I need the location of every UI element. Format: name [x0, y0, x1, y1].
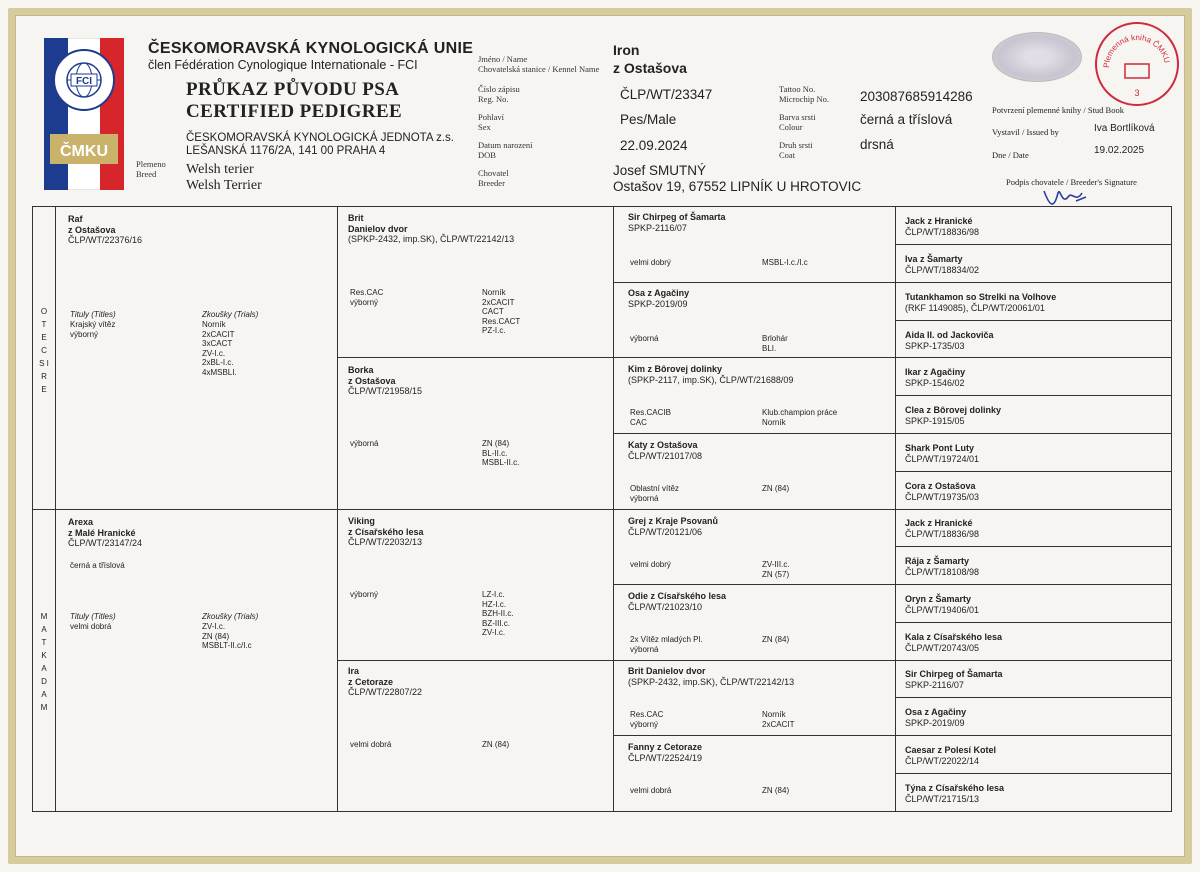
gen2-split-2 — [337, 660, 613, 661]
doc-title-cz: PRŮKAZ PŮVODU PSA — [186, 79, 400, 100]
gen2-kennel: z Ostašova — [348, 375, 396, 386]
gen4-name: Kala z Císařského lesa — [905, 632, 1003, 642]
gen2-trials: ZN (84) BL-II.c. MSBL-II.c. — [482, 439, 520, 467]
gen3-titles: velmi dobrá — [630, 786, 672, 795]
gen4-entry — [905, 292, 1056, 313]
gen4-entry — [905, 216, 979, 237]
club-address: LEŠANSKÁ 1176/2A, 141 00 PRAHA 4 — [186, 145, 386, 157]
gen4-entry — [905, 481, 979, 502]
g4-line — [895, 660, 1172, 661]
colour-label-en: Colour — [779, 122, 803, 132]
gen2-entry — [348, 213, 514, 245]
gen2-name: Borka — [348, 365, 374, 375]
gen3-entry — [628, 742, 702, 763]
gen4-reg: ČLP/WT/18108/98 — [905, 566, 980, 577]
dam-side-label: M A T K A D A M — [40, 612, 54, 712]
g4-line — [895, 735, 1172, 736]
dam-trials-label: Zkoušky (Trials) — [202, 612, 259, 621]
gen4-entry — [905, 669, 1003, 690]
dam-kennel: z Malé Hranické — [68, 527, 136, 538]
gen4-reg: SPKP-1915/05 — [905, 415, 965, 426]
breeder-address: Ostašov 19, 67552 LIPNÍK U HROTOVIC — [613, 179, 862, 194]
org-name: ČESKOMORAVSKÁ KYNOLOGICKÁ UNIE — [148, 40, 474, 57]
gen2-reg: ČLP/WT/21958/15 — [348, 386, 423, 396]
dam-reg: ČLP/WT/23147/24 — [68, 538, 143, 548]
gen4-name: Týna z Císařského lesa — [905, 783, 1005, 793]
gen3-titles: výborná — [630, 334, 659, 343]
coat-label-en: Coat — [779, 150, 796, 160]
name-label: Jméno / Name — [478, 54, 528, 64]
dam-titles-label: Tituly (Titles) — [70, 612, 116, 621]
dog-kennel: z Ostašova — [613, 60, 687, 76]
gen3-trials: Norník 2xCACIT — [762, 710, 795, 729]
breed-en: Welsh Terrier — [186, 178, 262, 193]
gen3-titles: Res.CAC výborný — [630, 710, 664, 729]
sire-reg: ČLP/WT/22376/16 — [68, 235, 143, 245]
gen3-mid — [613, 509, 895, 510]
gen4-name: Oryn z Šamarty — [905, 594, 972, 604]
club-name: ČESKOMORAVSKÁ KYNOLOGICKÁ JEDNOTA z.s. — [186, 132, 454, 144]
gen2-entry — [348, 516, 424, 548]
g4-line — [895, 509, 1172, 510]
gen3-reg: ČLP/WT/21023/10 — [628, 601, 703, 612]
gen3-entry — [628, 288, 689, 309]
gen3-trials: ZN (84) — [762, 635, 790, 644]
gen3-name: Osa z Agačiny — [628, 288, 690, 298]
gen4-name: Osa z Agačiny — [905, 707, 967, 717]
gen4-name: Iva z Šamarty — [905, 254, 963, 264]
gen4-reg: ČLP/WT/19406/01 — [905, 604, 980, 615]
gen2-titles: velmi dobrá — [350, 740, 392, 749]
gen4-name: Sir Chirpeg of Šamarta — [905, 669, 1003, 679]
hologram-seal — [992, 32, 1082, 82]
gen4-reg: ČLP/WT/18834/02 — [905, 264, 980, 275]
gen3-titles: 2x Vítěz mladých Pl. výborná — [630, 635, 703, 654]
gen3-split-6 — [613, 660, 895, 661]
org-fci-member: člen Fédération Cynologique Internationale - FCI — [148, 58, 418, 72]
gen2-kennel: z Cetoraze — [348, 676, 394, 687]
gen3-name: Fanny z Cetoraze — [628, 742, 703, 752]
colour-label-cz: Barva srsti — [779, 112, 816, 122]
gen3-trials: ZN (84) — [762, 484, 790, 493]
gen4-entry — [905, 518, 979, 539]
breed-cz: Welsh terier — [186, 162, 254, 177]
gen3-entry — [628, 591, 726, 612]
gen3-name: Kim z Bôrovej dolinky — [628, 364, 723, 374]
breed-label-cz: Plemeno — [136, 159, 166, 169]
g4-line — [895, 546, 1172, 547]
tattoo-label: Tattoo No. — [779, 84, 816, 94]
gen4-name: Tutankhamon so Strelki na Volhove — [905, 292, 1057, 302]
gen4-entry — [905, 405, 1001, 426]
gen2-reg: (SPKP-2432, imp.SK), ČLP/WT/22142/13 — [348, 234, 515, 244]
issue-date-value: 19.02.2025 — [1094, 145, 1145, 156]
cmku-logo-text: ČMKU — [60, 143, 108, 160]
gen3-reg: SPKP-2116/07 — [628, 222, 687, 233]
gen2-entry — [348, 666, 422, 698]
stud-book-confirmation: Potvrzení plemenné knihy / Stud Book — [992, 105, 1124, 115]
gen4-entry — [905, 594, 979, 615]
issued-by-value: Iva Bortlíková — [1094, 123, 1155, 134]
colour-value: černá a tříslová — [860, 112, 953, 127]
gen4-name: Caesar z Polesí Kotel — [905, 745, 997, 755]
dob-label-en: DOB — [478, 150, 496, 160]
issued-by-label: Vystavil / Issued by — [992, 127, 1059, 137]
gen4-name: Jack z Hranické — [905, 216, 973, 226]
gen2-titles: výborný — [350, 590, 379, 599]
gen2-name: Brit — [348, 213, 364, 223]
gen3-trials: Klub.champion práce Norník — [762, 408, 838, 427]
gen4-entry — [905, 556, 979, 577]
gen3-name: Grej z Kraje Psovanů — [628, 516, 719, 526]
sire-trials: Norník 2xCACIT 3xCACT ZV-I.c. 2xBL-I.c. 4xMSBLI. — [202, 320, 237, 377]
g4-line — [895, 697, 1172, 698]
dog-name: Iron — [613, 42, 640, 58]
gen2-name: Ira — [348, 666, 360, 676]
coat-value: drsná — [860, 137, 894, 152]
gen3-split-5 — [613, 584, 895, 585]
g4-line — [895, 320, 1172, 321]
gen3-entry — [628, 364, 793, 385]
gen4-reg: SPKP-1546/02 — [905, 377, 965, 388]
breeder-label-en: Breeder — [478, 178, 505, 188]
gen4-reg: SPKP-2019/09 — [905, 717, 965, 728]
sire-name: Raf — [68, 214, 83, 224]
gen4-reg: ČLP/WT/18836/98 — [905, 528, 980, 539]
gen3-entry — [628, 212, 726, 233]
gen3-name: Sir Chirpeg of Šamarta — [628, 212, 726, 222]
gen4-reg: ČLP/WT/18836/98 — [905, 226, 980, 237]
gen4-entry — [905, 330, 994, 351]
g4-line — [895, 471, 1172, 472]
gen3-titles: Oblastní vítěz výborná — [630, 484, 679, 503]
gen3-reg: ČLP/WT/22524/19 — [628, 752, 703, 763]
dam-colour: černá a tříslová — [70, 561, 125, 570]
gen4-name: Clea z Bôrovej dolinky — [905, 405, 1002, 415]
gen3-reg: ČLP/WT/20121/06 — [628, 526, 703, 537]
sire-side-label: O T E C S I R E — [39, 307, 54, 394]
reg-label-cz: Číslo zápisu — [478, 84, 520, 94]
g4-line — [895, 773, 1172, 774]
gen3-name: Katy z Ostašova — [628, 440, 698, 450]
g4-line — [895, 357, 1172, 358]
gen3-trials: ZN (84) — [762, 786, 790, 795]
gen4-name: Ikar z Agačiny — [905, 367, 966, 377]
issue-date-label: Dne / Date — [992, 150, 1029, 160]
sire-titles: Krajský vítěz výborný — [70, 320, 116, 339]
sex-label-en: Sex — [478, 122, 491, 132]
stud-book-stamp — [1095, 22, 1179, 106]
dam-name: Arexa — [68, 517, 94, 527]
gen4-reg: ČLP/WT/22022/14 — [905, 755, 980, 766]
g4-line — [895, 584, 1172, 585]
gen2-kennel: z Císařského lesa — [348, 526, 424, 537]
gen4-name: Shark Pont Luty — [905, 443, 975, 453]
sex-label-cz: Pohlaví — [478, 112, 504, 122]
sire-dam-split — [32, 509, 613, 510]
sire-kennel: z Ostašova — [68, 224, 116, 235]
gen2-trials: LZ-I.c. HZ-I.c. BZH-II.c. BZ-III.c. ZV-I.c. — [482, 590, 514, 637]
gen4-reg: ČLP/WT/21715/13 — [905, 793, 980, 804]
gen3-trials: Brlohár BLI. — [762, 334, 788, 353]
microchip-number: 203087685914286 — [860, 89, 973, 104]
gen2-trials: Norník 2xCACIT CACT Res.CACT PZ-I.c. — [482, 288, 521, 335]
gen2-reg: ČLP/WT/22032/13 — [348, 537, 423, 547]
gen3-entry — [628, 516, 718, 537]
gen3-reg: (SPKP-2432, imp.SK), ČLP/WT/22142/13 — [628, 676, 795, 687]
gen3-split-7 — [613, 735, 895, 736]
dam-trials: ZV-I.c. ZN (84) MSBLT-II.c/I.c — [202, 622, 252, 650]
gen2-titles: výborná — [350, 439, 379, 448]
gen4-reg: ČLP/WT/20743/05 — [905, 642, 980, 653]
gen4-entry — [905, 254, 979, 275]
svg-text:Plemenná kniha ČMKU — [1102, 33, 1172, 68]
sire-titles-label: Tituly (Titles) — [70, 310, 116, 319]
gen3-split-2 — [613, 357, 895, 358]
gen4-reg: SPKP-2116/07 — [905, 679, 964, 690]
gen3-titles: velmi dobrý — [630, 560, 671, 569]
gen3-split-3 — [613, 433, 895, 434]
gen2-trials: ZN (84) — [482, 740, 510, 749]
breed-label-en: Breed — [136, 169, 157, 179]
gen4-name: Jack z Hranické — [905, 518, 973, 528]
gen3-reg: (SPKP-2117, imp.SK), ČLP/WT/21688/09 — [628, 374, 794, 385]
gen4-name: Aida II. od Jackoviča — [905, 330, 994, 340]
gen4-entry — [905, 632, 1002, 653]
g4-line — [895, 622, 1172, 623]
gen4-reg: (RKF 1149085), ČLP/WT/20061/01 — [905, 302, 1045, 313]
reg-label-en: Reg. No. — [478, 94, 509, 104]
gen4-entry — [905, 367, 965, 388]
doc-title-en: CERTIFIED PEDIGREE — [186, 101, 403, 122]
stamp-text: Plemenná kniha ČMKU — [1101, 32, 1172, 69]
g4-line — [895, 244, 1172, 245]
fci-cmku-logo — [44, 38, 124, 190]
gen4-name: Rája z Šamarty — [905, 556, 970, 566]
gen4-reg: ČLP/WT/19724/01 — [905, 453, 980, 464]
breeder-signature-label: Podpis chovatele / Breeder's Signature — [1006, 177, 1137, 187]
dob-label-cz: Datum narození — [478, 140, 533, 150]
dob-value: 22.09.2024 — [620, 138, 688, 153]
gen3-trials: MSBL-I.c./I.c — [762, 258, 808, 267]
reg-number: ČLP/WT/23347 — [620, 87, 713, 102]
g4-line — [895, 433, 1172, 434]
gen4-name: Cora z Ostašova — [905, 481, 976, 491]
kennel-label: Chovatelská stanice / Kennel Name — [478, 64, 600, 74]
gen3-reg: ČLP/WT/21017/08 — [628, 450, 703, 461]
g4-line — [895, 282, 1172, 283]
fci-logo-text: FCI — [75, 76, 93, 87]
gen4-entry — [905, 443, 979, 464]
breeder-label-cz: Chovatel — [478, 168, 509, 178]
gen4-reg: ČLP/WT/19735/03 — [905, 491, 980, 502]
dam-entry — [68, 517, 142, 549]
gen3-entry — [628, 440, 702, 461]
gen2-entry — [348, 365, 422, 397]
sire-trials-label: Zkoušky (Trials) — [202, 310, 259, 319]
gen3-name: Brit Danielov dvor — [628, 666, 706, 676]
gen4-entry — [905, 707, 966, 728]
gen3-titles: Res.CACIB CAC — [630, 408, 671, 427]
gen4-reg: SPKP-1735/03 — [905, 340, 965, 351]
gen2-reg: ČLP/WT/22807/22 — [348, 687, 423, 697]
gen4-entry — [905, 783, 1004, 804]
microchip-label: Microchip No. — [779, 94, 830, 104]
gen4-entry — [905, 745, 996, 766]
gen2-split-1 — [337, 357, 613, 358]
g4-line — [895, 395, 1172, 396]
gen2-name: Viking — [348, 516, 375, 526]
sire-entry — [68, 214, 142, 246]
coat-label-cz: Druh srsti — [779, 140, 813, 150]
breeder-name: Josef SMUTNÝ — [613, 163, 707, 178]
gen3-entry — [628, 666, 794, 687]
gen3-reg: SPKP-2019/09 — [628, 298, 688, 309]
gen3-name: Odie z Císařského lesa — [628, 591, 727, 601]
gen3-titles: velmi dobrý — [630, 258, 671, 267]
dam-titles: velmi dobrá — [70, 622, 112, 631]
gen3-split-1 — [613, 282, 895, 283]
stamp-number: 3 — [1134, 88, 1140, 98]
gen2-titles: Res.CAC výborný — [350, 288, 384, 307]
gen2-kennel: Danielov dvor — [348, 223, 408, 234]
sex-value: Pes/Male — [620, 112, 677, 127]
gen3-trials: ZV-III.c. ZN (57) — [762, 560, 790, 579]
